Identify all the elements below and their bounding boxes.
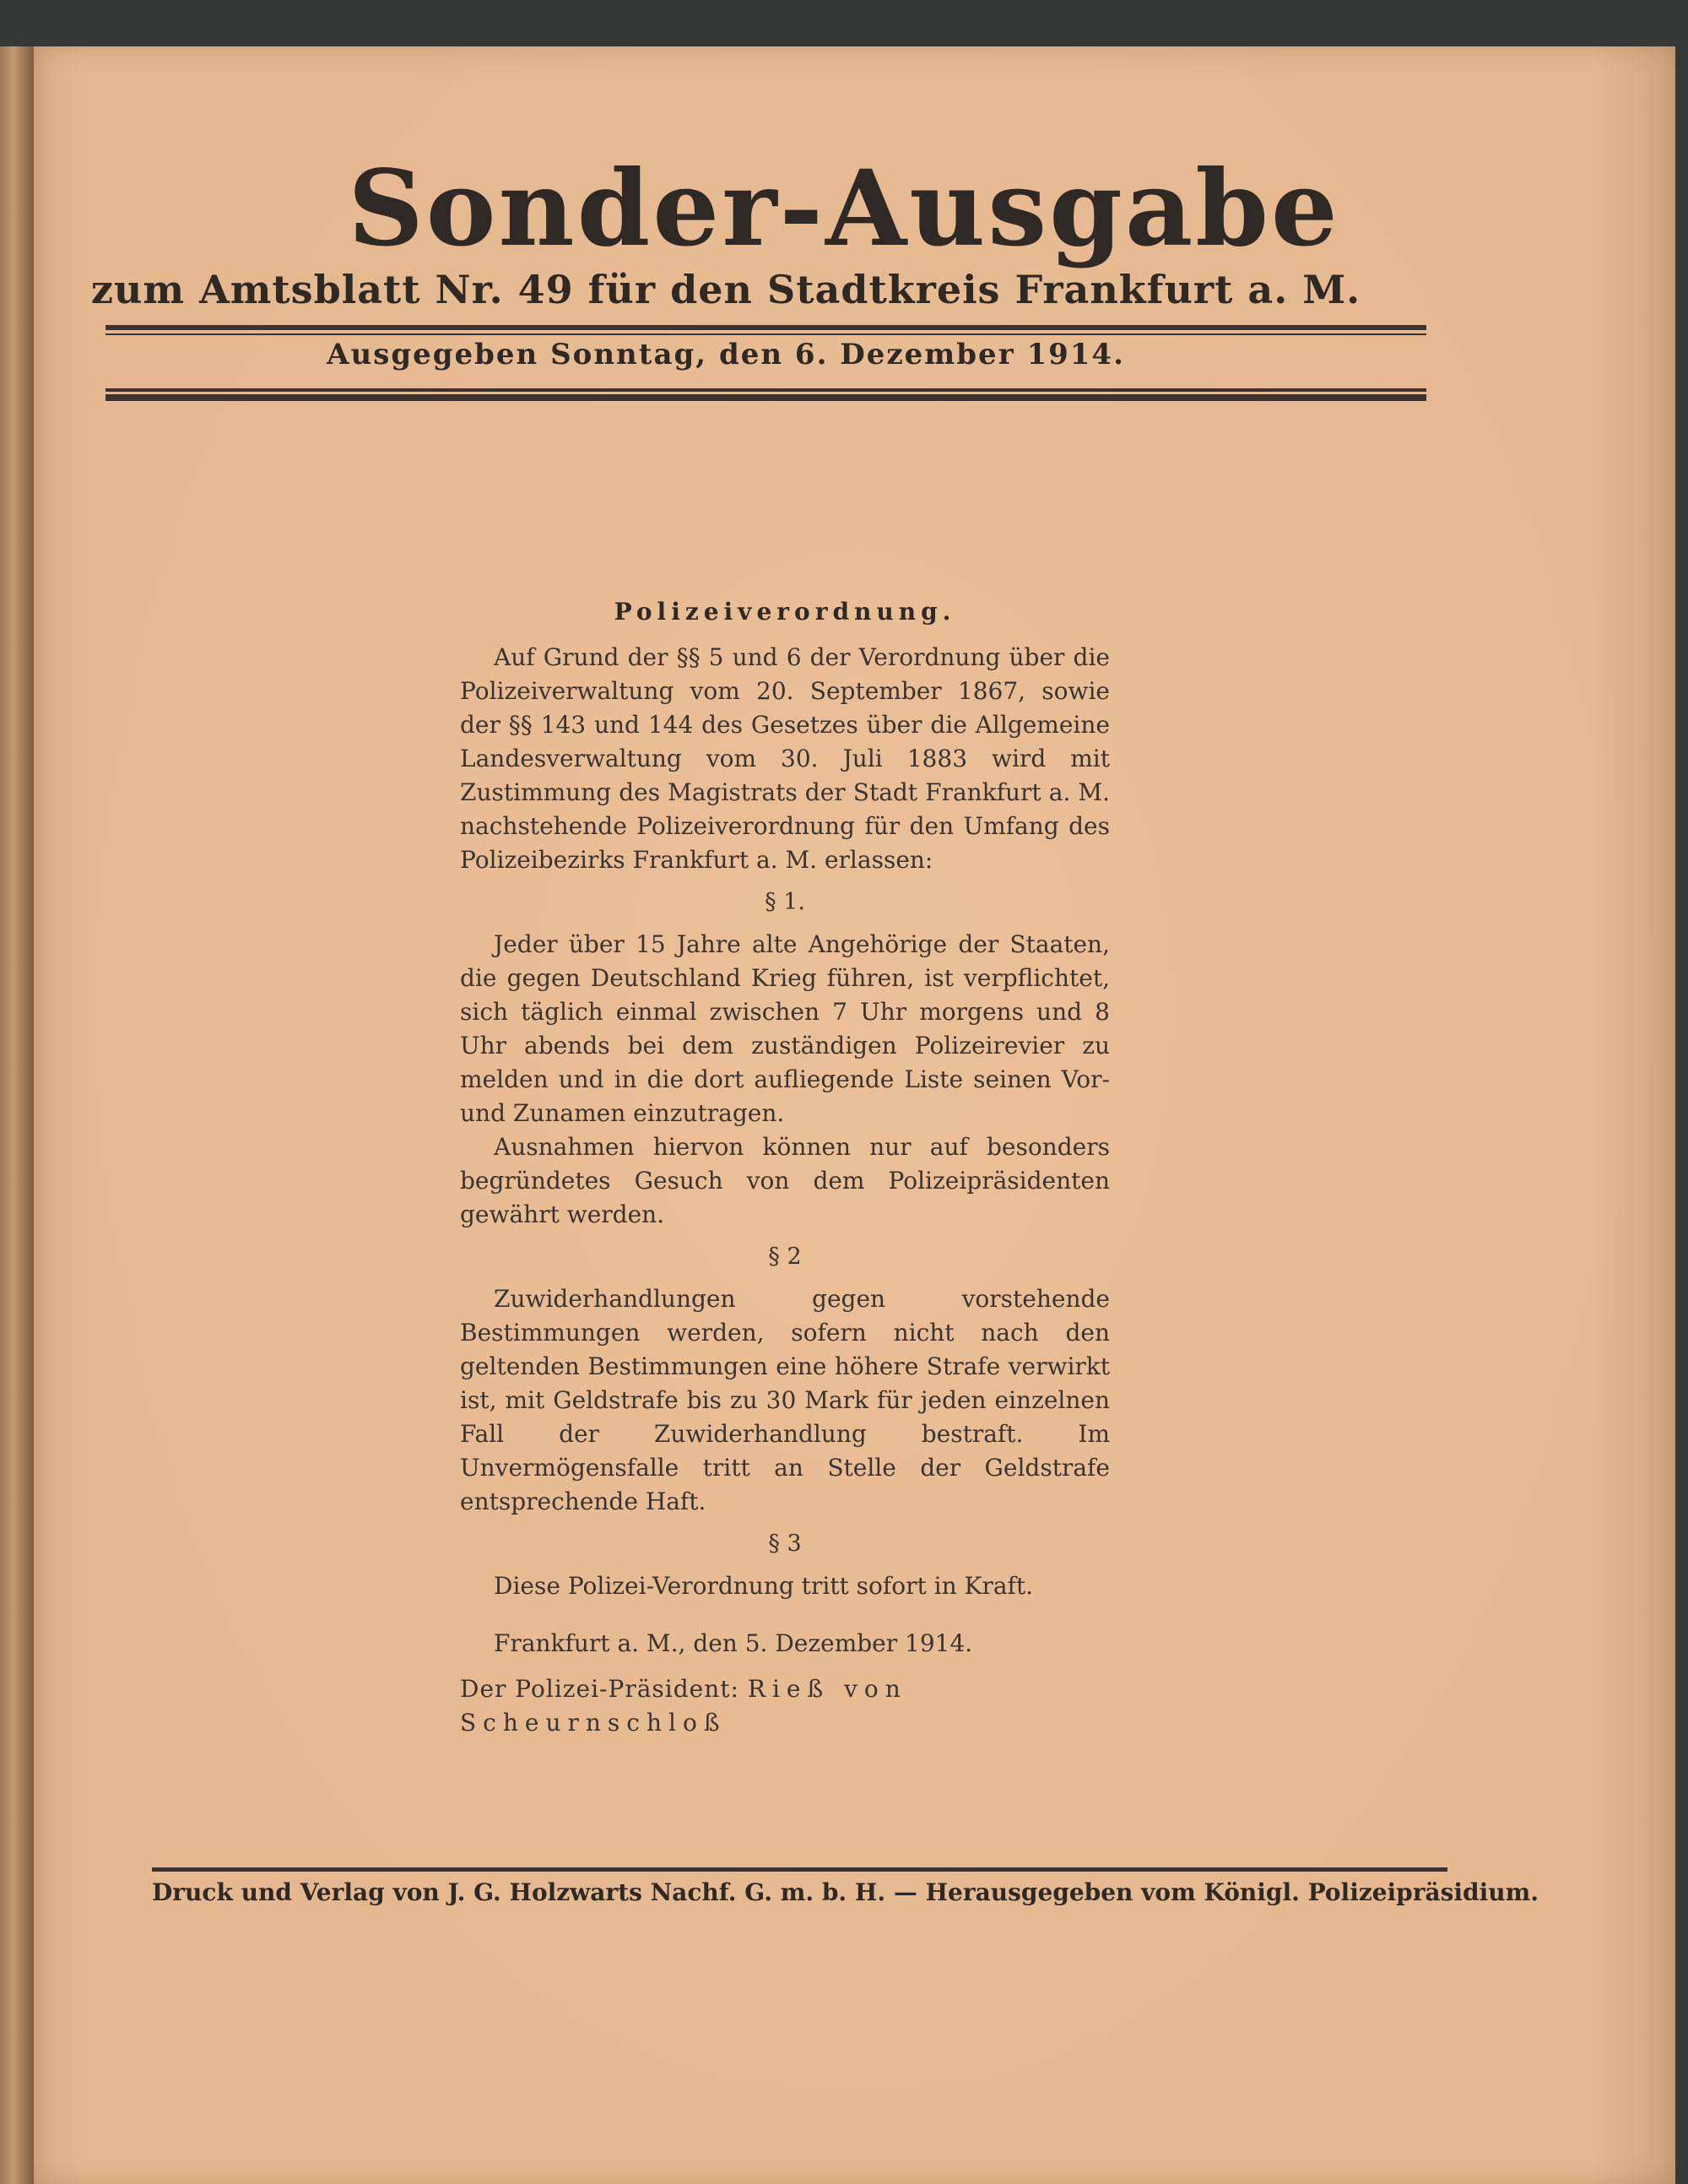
masthead-rule-top-thin [106,333,1426,335]
section-1-paragraph-2: Ausnahmen hiervon können nur auf besonders begründetes Gesuch von dem Polizeipräsidenten gewährt werden. [460,1133,1110,1228]
section-1-number: § 1. [765,889,805,915]
signature [460,1672,1110,1740]
place-date: Frankfurt a. M., den 5. Dezember 1914. [494,1629,973,1657]
masthead-rule-bottom-thin [106,388,1426,392]
signature-name: Rieß von Scheurnschloß [460,1675,907,1737]
ordinance-text [460,595,1110,1740]
ordinance-preamble: Auf Grund der §§ 5 und 6 der Verordnung über die Polizeiverwaltung vom 20. September 1867, sowie der §§ 143 und 144 des Gesetzes über die Allgemeine Landesverwaltung vom 30. Juli 1883 wird mit Zustimmung des Magistrats der Stadt Frankfurt a. M. nachstehende Polizeiverordnung für den Umfang des Polizeibezirks Frankfurt a. M. erlassen: [460,643,1110,874]
section-1-paragraph-1: Jeder über 15 Jahre alte Angehörige der Staaten, die gegen Deutschland Krieg führen, ist verpflichtet, sich täglich einmal zwischen 7 Uhr morgens und 8 Uhr abends bei dem zuständigen Polizeirevier zu melden und in die dort aufliegende Liste seinen Vor- und Zunamen einzutragen. [460,930,1110,1127]
section-2-number: § 2 [768,1244,802,1270]
masthead-title: Sonder-Ausgabe [348,148,1340,270]
ordinance-heading: Polizeiverordnung. [614,598,956,626]
masthead-subtitle: zum Amtsblatt Nr. 49 für den Stadtkreis Frankfurt a. M. [90,267,1361,312]
signature-role: Der Polizei-Präsident: [460,1675,739,1703]
footer-rule [152,1867,1447,1872]
issue-date: Ausgegeben Sonntag, den 6. Dezember 1914. [327,338,1125,371]
masthead-rule-bottom [106,394,1426,401]
footer-imprint: Druck und Verlag von J. G. Holzwarts Nachf. G. m. b. H. — Herausgegeben vom Königl. Polizeipräsidium. [152,1878,1539,1906]
section-2-paragraph-1: Zuwiderhandlungen gegen vorstehende Bestimmungen werden, sofern nicht nach den geltenden Bestimmungen eine höhere Strafe verwirkt ist, mit Geldstrafe bis zu 30 Mark für jeden einzelnen Fall der Zuwiderhandlung bestraft. Im Unvermögensfalle tritt an Stelle der Geldstrafe entsprechende Haft. [460,1285,1110,1515]
section-3-paragraph-1: Diese Polizei-Verordnung tritt sofort in Kraft. [494,1572,1034,1600]
section-3-number: § 3 [768,1531,802,1557]
masthead-rule-top [106,325,1426,330]
